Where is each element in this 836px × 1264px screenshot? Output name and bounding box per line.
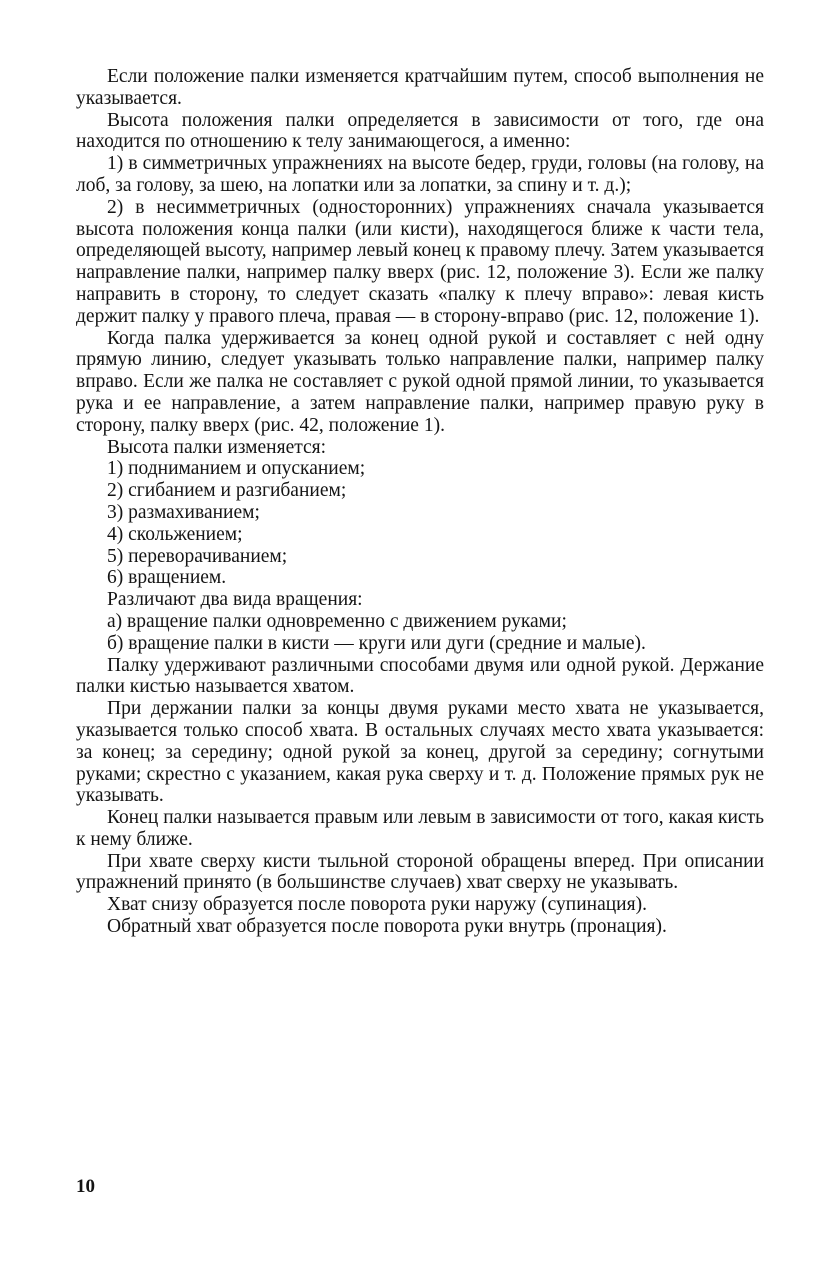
paragraph: Высота палки изменяется: [107, 436, 327, 458]
paragraph: При держании палки за концы двумя руками место хвата не указывается, указывается только способ хвата. В остальных случаях место хвата указывается: за конец; за середину; одной рукой за конец, другой за середину; согнутыми руками; скрестно с указанием, какая рука сверху и т. д. Положение прямых рук не указывать. [76, 698, 764, 807]
paragraph: При хвате сверху кисти тыльной стороной обращены вперед. При описании упражнений принято (в большинстве случаев) хват сверху не указывать. [76, 850, 764, 894]
paragraph: Различают два вида вращения: [107, 589, 363, 611]
page-body [76, 66, 764, 938]
list-item: б) вращение палки в кисти — круги или дуги (средние и малые). [107, 632, 646, 654]
list-item: 4) скольжением; [107, 523, 243, 545]
list-item: 1) подниманием и опусканием; [107, 458, 366, 480]
paragraph: Обратный хват образуется после поворота руки внутрь (пронация). [107, 916, 667, 938]
paragraph: Высота положения палки определяется в зависимости от того, где она находится по отношению к телу занимающегося, а именно: [76, 109, 764, 153]
list-item: 6) вращением. [107, 567, 227, 589]
list-item: 2) в несимметричных (односторонних) упражнениях сначала указывается высота положения конца палки (или кисти), находящегося ближе к части тела, определяющей высоту, например левый конец к правому плечу. Затем указывается направление палки, например палку вверх (рис. 12, положение 3). Если же палку направить в сторону, то следует сказать «палку к плечу вправо»: левая кисть держит палку у правого плеча, правая — в сторону-вправо (рис. 12, положение 1). [76, 196, 764, 327]
list-item: 3) размахиванием; [107, 501, 260, 523]
page-number: 10 [76, 1176, 95, 1197]
paragraph: Конец палки называется правым или левым в зависимости от того, какая кисть к нему ближе. [76, 807, 764, 850]
paragraph: Когда палка удерживается за конец одной рукой и составляет с ней одну прямую линию, следует указывать только направление палки, например палку вправо. Если же палка не составляет с рукой одной прямой линии, то указывается рука и ее направление, а затем направление палки, например правую руку в сторону, палку вверх (рис. 42, положение 1). [76, 327, 764, 436]
list-item: 1) в симметричных упражнениях на высоте бедер, груди, головы (на голову, на лоб, за голову, за шею, на лопатки или за лопатки, за спину и т. д.); [76, 153, 764, 196]
paragraph: Если положение палки изменяется кратчайшим путем, способ выполнения не указывается. [76, 66, 764, 109]
list-item: а) вращение палки одновременно с движением руками; [107, 610, 567, 632]
list-item: 5) переворачиванием; [107, 545, 288, 567]
paragraph: Хват снизу образуется после поворота руки наружу (супинация). [107, 894, 647, 916]
paragraph: Палку удерживают различными способами двумя или одной рукой. Держание палки кистью называется хватом. [76, 654, 764, 698]
list-item: 2) сгибанием и разгибанием; [107, 480, 347, 502]
